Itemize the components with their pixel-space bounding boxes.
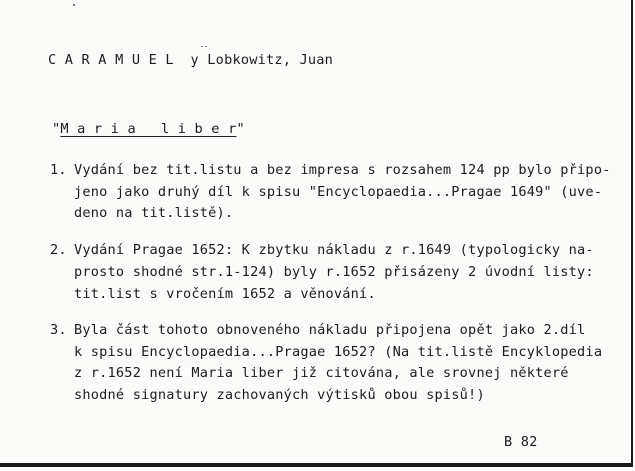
item-line: shodné signatury zachovaných výtisků obou spisů!) <box>74 387 485 403</box>
item-line: Vydání bez tit.listu a bez impresa s rozsahem 124 pp bylo připo- <box>74 162 611 178</box>
title-text: M a r i a l i b e r <box>60 121 237 137</box>
item-number: 2. <box>50 242 67 258</box>
work-title <box>52 123 245 137</box>
title-close-quote: " <box>236 121 245 137</box>
item-line: Byla část tohoto obnoveného nákladu připojena opět jako 2.díl <box>74 322 586 338</box>
item-line: tit.list s vročením 1652 a věnování. <box>74 286 376 302</box>
author-heading: C A R A M U E L y Lobkowitz, Juan <box>48 52 334 68</box>
ink-speck <box>205 46 207 47</box>
item-line: z r.1652 není Maria liber již citována, ale srovnej některé <box>74 365 569 381</box>
ink-speck <box>201 46 203 47</box>
item-number: 1. <box>50 162 67 178</box>
ink-speck <box>73 4 75 6</box>
item-line: deno na tit.listě). <box>74 205 234 221</box>
item-line: Vydání Pragae 1652: K zbytku nákladu z r.1649 (typologicky na- <box>74 242 594 258</box>
item-line: k spisu Encyclopaedia...Pragae 1652? (Na tit.listě Encyklopedia <box>74 344 603 360</box>
item-line: jeno jako druhý díl k spisu "Encyclopaedia...Pragae 1649" (uve- <box>74 184 603 200</box>
item-number: 3. <box>50 322 67 338</box>
title-open-quote: " <box>52 121 61 137</box>
shelfmark: B 82 <box>504 434 538 450</box>
item-line: prosto shodné str.1-124) byly r.1652 přisázeny 2 úvodní listy: <box>74 264 594 280</box>
